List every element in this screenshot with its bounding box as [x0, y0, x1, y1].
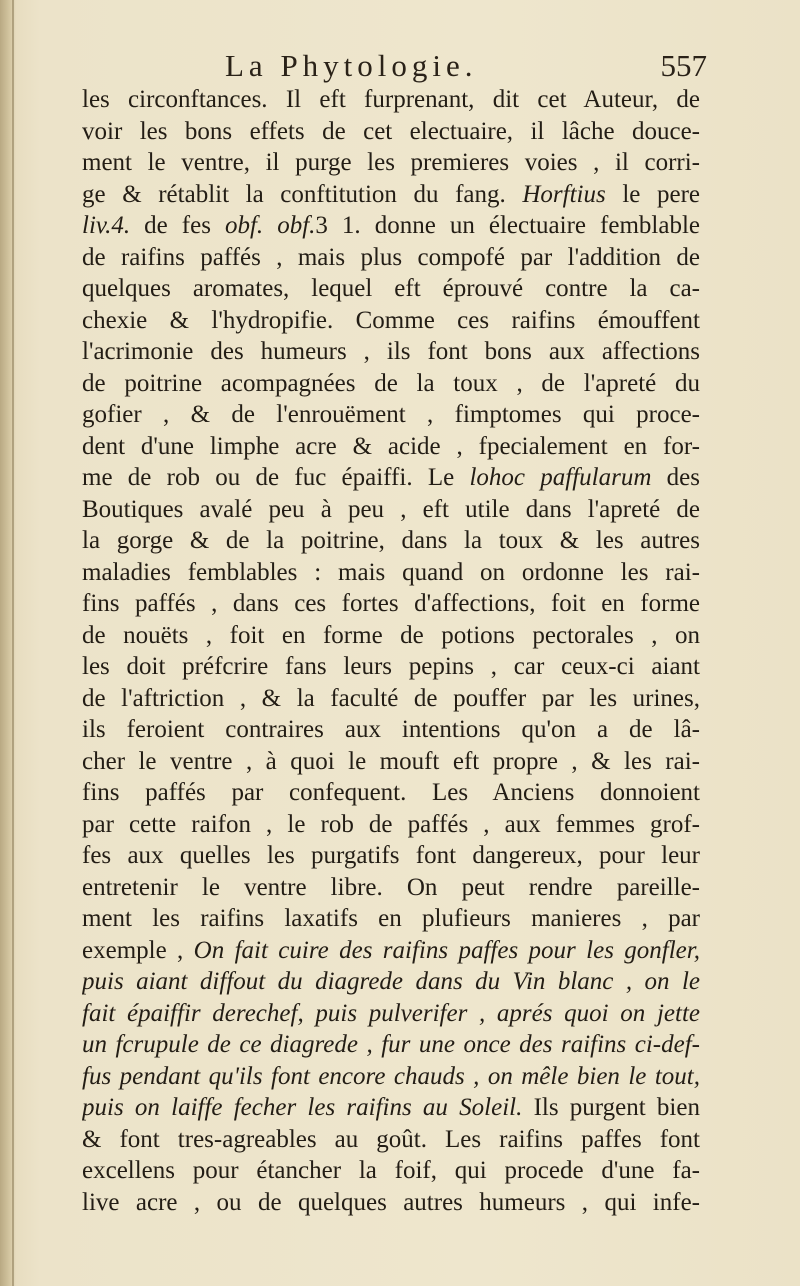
italic-text-segment: puis on laiffe fecher les raifins au Soleil. [82, 1094, 523, 1121]
text-segment: l'acrimonie des humeurs , ils font bons aux affections [82, 338, 700, 365]
text-segment: ge & rétablit la conftitution du fang. [82, 180, 523, 208]
text-line [82, 966, 700, 998]
text-line [82, 305, 700, 337]
text-segment: & font tres-agreables au goût. Les raifins paffes font [82, 1125, 700, 1153]
text-line [82, 998, 700, 1030]
body-text [82, 84, 700, 1218]
text-line [82, 368, 700, 400]
text-segment: Ils purgent bien [522, 1094, 700, 1121]
text-segment: des [651, 464, 700, 491]
text-line [82, 494, 700, 526]
italic-text-segment: liv.4. [82, 212, 131, 239]
italic-text-segment: puis aiant diffout du diagrede dans du Vin blanc , on le [82, 968, 700, 995]
text-line [82, 588, 700, 620]
text-segment: ils feroient contraires aux intentions qu'on a de lâ- [82, 716, 700, 743]
text-segment: voir les bons effets de cet electuaire, il lâche douce- [82, 117, 700, 145]
italic-text-segment: On fait cuire des raifins paffes pour les gonfler, [193, 936, 700, 964]
text-line [82, 84, 700, 116]
text-segment: les doit préfcrire fans leurs pepins , car ceux-ci aiant [82, 653, 700, 680]
text-line [82, 1092, 700, 1124]
text-line [82, 336, 700, 368]
text-segment: de poitrine acompagnées de la toux , de l'apreté du [82, 369, 700, 397]
text-segment: fins paffés , dans ces fortes d'affections, foit en forme [82, 590, 700, 617]
text-segment: maladies femblables : mais quand on ordonne les rai- [82, 558, 700, 586]
text-segment: me de rob ou de fuc épaiffi. Le [82, 464, 470, 491]
text-line [82, 840, 700, 872]
italic-text-segment: fait épaiffir derechef, puis pulverifer , aprés quoi on jette [82, 999, 700, 1027]
italic-text-segment: fus pendant qu'ils font encore chauds , on mêle bien le tout, [82, 1062, 700, 1090]
text-line [82, 903, 700, 935]
text-line [82, 1155, 700, 1187]
italic-text-segment: obf. obf. [224, 212, 316, 239]
text-line [82, 809, 700, 841]
text-line [82, 683, 700, 715]
text-line [82, 431, 700, 463]
text-line [82, 1187, 700, 1219]
text-line [82, 147, 700, 179]
text-line [82, 557, 700, 589]
text-segment: de nouëts , foit en forme de potions pectorales , on [82, 621, 700, 649]
text-segment: live acre , ou de quelques autres humeurs , qui infe- [82, 1188, 700, 1216]
text-segment: le pere [605, 180, 700, 208]
text-segment: exemple , [82, 936, 194, 964]
text-line [82, 651, 700, 683]
text-line [82, 872, 700, 904]
text-line [82, 1124, 700, 1156]
text-segment: fes aux quelles les purgatifs font dangereux, pour leur [82, 842, 700, 869]
text-segment: 3 1. donne un électuaire femblable [315, 212, 700, 239]
italic-text-segment: un fcrupule de ce diagrede , fur une once des raifins ci-def- [82, 1031, 700, 1058]
text-line [82, 242, 700, 274]
text-line [82, 179, 700, 211]
text-segment: les circonftances. Il eft furprenant, dit cet Auteur, de [82, 86, 700, 113]
text-segment: fins paffés par confequent. Les Anciens donnoient [82, 779, 700, 806]
page-number: 557 [660, 48, 707, 83]
text-line [82, 746, 700, 778]
text-segment: dent d'une limphe acre & acide , fpecialement en for- [82, 432, 700, 460]
text-segment: de l'aftriction , & la faculté de pouffer par les urines, [82, 684, 700, 712]
italic-text-segment: lohoc paffularum [469, 464, 652, 491]
text-segment: quelques aromates, lequel eft éprouvé contre la ca- [82, 275, 700, 302]
text-segment: cher le ventre , à quoi le mouft eft propre , & les rai- [82, 747, 700, 775]
text-segment: chexie & l'hydropifie. Comme ces raifins émouffent [82, 306, 700, 334]
text-line [82, 273, 700, 305]
text-line [82, 525, 700, 557]
text-segment: par cette raifon , le rob de paffés , aux femmes grof- [82, 810, 700, 838]
text-segment: excellens pour étancher la foif, qui procede d'une fa- [82, 1157, 700, 1184]
text-line [82, 1061, 700, 1093]
text-segment: de raifins paffés , mais plus compofé par l'addition de [82, 243, 700, 271]
text-line [82, 116, 700, 148]
text-segment: de fes [130, 212, 225, 239]
text-segment: Boutiques avalé peu à peu , eft utile dans l'apreté de [82, 495, 700, 523]
text-segment: ment le ventre, il purge les premieres voies , il corri- [82, 149, 700, 176]
text-segment: la gorge & de la poitrine, dans la toux & les autres [82, 527, 700, 554]
gutter-line [12, 0, 14, 1286]
italic-text-segment: Horftius [522, 180, 606, 208]
text-segment: ment les raifins laxatifs en plufieurs manieres , par [82, 905, 700, 932]
text-line [82, 399, 700, 431]
text-line [82, 1029, 700, 1061]
text-line [82, 714, 700, 746]
text-segment: gofier , & de l'enrouëment , fimptomes qui proce- [82, 401, 700, 428]
text-line [82, 210, 700, 242]
text-line [82, 620, 700, 652]
text-segment: entretenir le ventre libre. On peut rendre pareille- [82, 873, 700, 901]
text-line [82, 777, 700, 809]
text-line [82, 462, 700, 494]
running-title: La Phytologie. [225, 48, 478, 83]
text-line [82, 935, 700, 967]
